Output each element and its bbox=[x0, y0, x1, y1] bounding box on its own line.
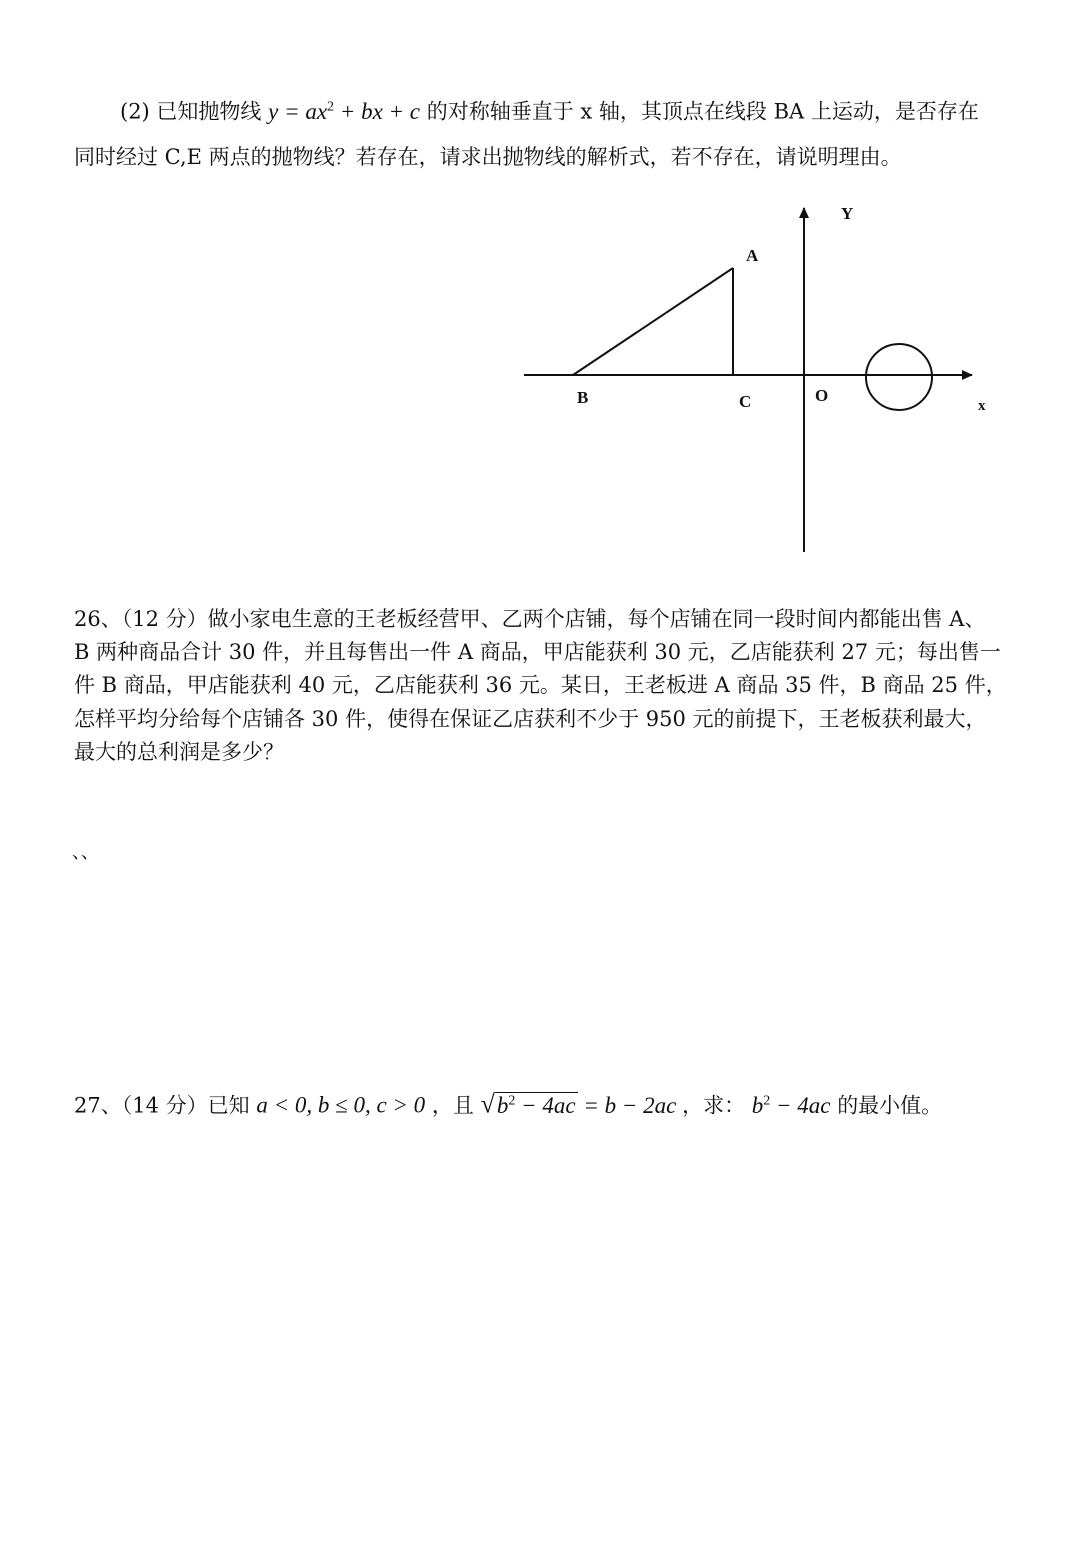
q26-line3: 件 B 商品，甲店能获利 40 元，乙店能获利 36 元。某日，王老板进 A 商品 35 件，B 商品 25 件， bbox=[74, 673, 1007, 697]
parabola-equation: $y = ax^2$ + bx + c bbox=[268, 98, 421, 124]
q25-part2-prefix: (2) 已知抛物线 bbox=[120, 99, 262, 124]
q25-part2-line2: 同时经过 C,E 两点的抛物线？若存在，请求出抛物线的解析式，若不存在，请说明理由。 bbox=[74, 145, 902, 169]
label-point-b: B bbox=[577, 388, 589, 407]
label-point-a: A bbox=[746, 246, 759, 265]
q26-line5: 最大的总利润是多少？ bbox=[74, 740, 284, 764]
q27-equation bbox=[480, 1089, 683, 1119]
label-x-axis: x bbox=[978, 398, 986, 414]
q26-line4: 怎样平均分给每个店铺各 30 件，使得在保证乙店获利不少于 950 元的前提下，王老板获利最大， bbox=[74, 707, 987, 731]
circle-on-x-axis bbox=[866, 344, 932, 410]
q27-line bbox=[74, 1086, 942, 1121]
stray-mark: 、、 bbox=[72, 842, 99, 863]
q27-ask: ，求： bbox=[682, 1093, 746, 1118]
q27-target: $b^2 - 4ac$ bbox=[751, 1092, 831, 1118]
q27-rhs: = b − 2ac bbox=[583, 1092, 677, 1118]
sqrt-icon: √ bbox=[480, 1089, 495, 1119]
q27-prefix: 27、（14 分）已知 bbox=[74, 1093, 250, 1118]
q25-part2-line1-rest: 的对称轴垂直于 x 轴，其顶点在线段 BA 上运动，是否存在 bbox=[426, 99, 979, 124]
q27-suffix: 的最小值。 bbox=[837, 1093, 943, 1118]
radicand: $b^2 - 4ac$ bbox=[496, 1092, 576, 1118]
q27-mid: ，且 bbox=[431, 1093, 474, 1118]
label-point-c: C bbox=[739, 392, 752, 411]
q26-line1: 26、（12 分）做小家电生意的王老板经营甲、乙两个店铺，每个店铺在同一段时间内都能出售 A、 bbox=[74, 607, 986, 631]
q27-conditions: a < 0, b ≤ 0, c > 0 bbox=[256, 1092, 426, 1118]
label-origin-o: O bbox=[815, 386, 829, 405]
q26-line2: B 两种商品合计 30 件，并且每售出一件 A 商品，甲店能获利 30 元，乙店能获利 27 元；每出售一 bbox=[74, 640, 1001, 664]
sqrt-expression bbox=[481, 1086, 578, 1121]
label-y-axis: Y bbox=[841, 204, 854, 223]
segment-ba bbox=[573, 268, 733, 375]
